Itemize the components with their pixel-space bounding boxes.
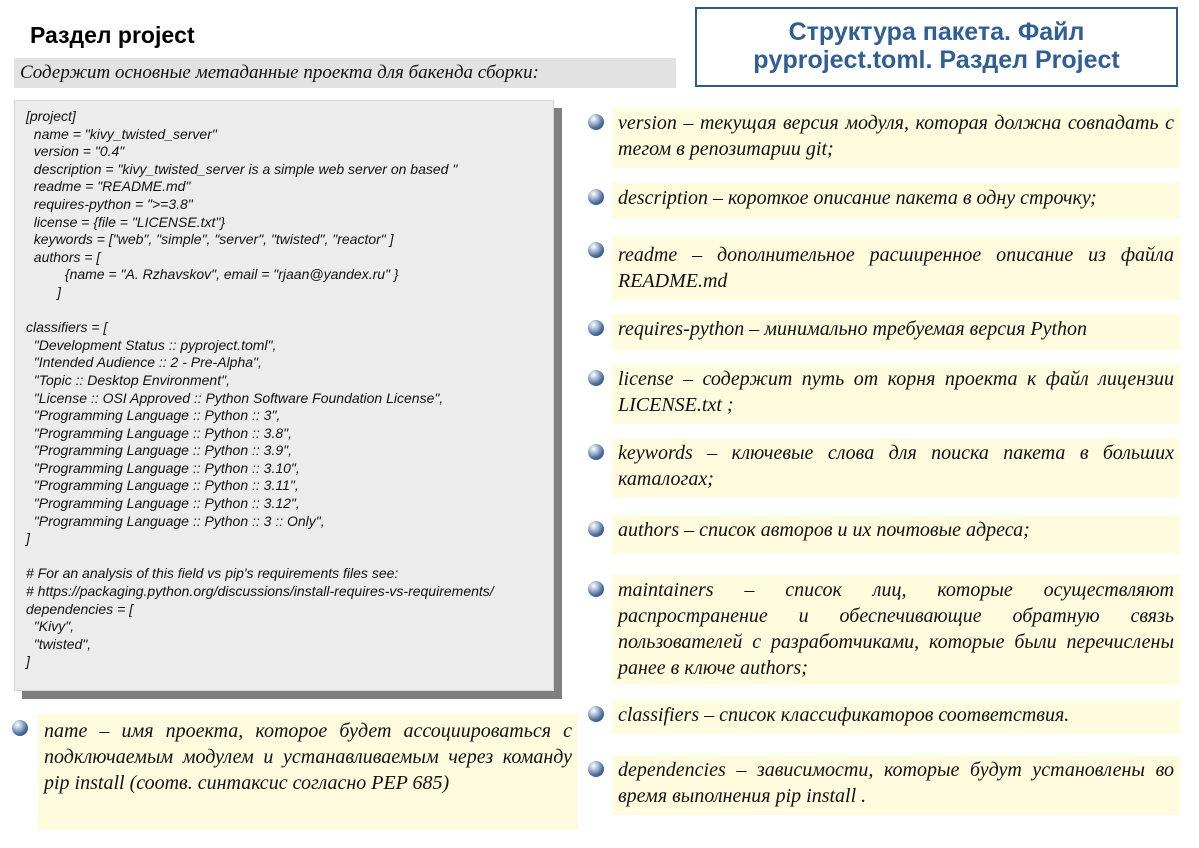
code-line xyxy=(26,302,494,320)
code-line: readme = "README.md" xyxy=(26,178,191,195)
bullet-text-license: license – содержит путь от корня проекта к файл лицензии LICENSE.txt ; xyxy=(612,364,1180,424)
bullet-text-requires-python: requires-python – минимально требуемая версия Python xyxy=(612,314,1180,350)
bullet-item-dependencies xyxy=(588,755,1180,815)
bullet-item-name xyxy=(12,714,578,830)
code-line: "Programming Language :: Python :: 3", xyxy=(26,407,281,424)
code-listing xyxy=(26,108,494,671)
bullet-icon xyxy=(588,370,604,386)
code-line: "Topic :: Desktop Environment", xyxy=(26,371,230,388)
slide-title xyxy=(695,7,1178,87)
code-line: "Development Status :: pyproject.toml", xyxy=(26,336,277,353)
bullet-icon xyxy=(588,444,604,460)
bullet-text-readme: readme – дополнительное расширенное описание из файла README.md xyxy=(612,236,1180,300)
code-line xyxy=(26,548,494,566)
code-line: ] xyxy=(26,530,30,547)
bullet-item-readme xyxy=(588,236,1180,300)
code-line: [project] xyxy=(26,108,76,124)
bullet-icon xyxy=(588,706,604,722)
code-line: "twisted", xyxy=(26,635,92,652)
bullet-item-version xyxy=(588,108,1180,168)
slide-title-line-1: Структура пакета. Файл xyxy=(788,18,1085,46)
code-line: # https://packaging.python.org/discussions/install-requires-vs-requirements/ xyxy=(26,583,494,600)
bullet-text-description: description – короткое описание пакета в одну строчку; xyxy=(612,183,1180,219)
code-line: name = "kivy_twisted_server" xyxy=(26,125,217,142)
code-line: classifiers = [ xyxy=(26,319,108,336)
code-line: # For an analysis of this field vs pip's requirements files see: xyxy=(26,565,399,582)
bullet-icon xyxy=(588,521,604,537)
slide-title-line-2: pyproject.toml. Раздел Project xyxy=(753,46,1120,74)
bullet-item-description xyxy=(588,183,1180,219)
code-line: "Programming Language :: Python :: 3.11", xyxy=(26,477,299,494)
code-line: {name = "A. Rzhavskov", email = "rjaan@yandex.ru" } xyxy=(26,266,399,283)
bullet-text-classifiers: classifiers – список классификаторов соответствия. xyxy=(612,700,1180,734)
bullet-icon xyxy=(588,581,604,597)
bullet-icon xyxy=(588,114,604,130)
bullet-item-keywords xyxy=(588,438,1180,498)
code-line: keywords = ["web", "simple", "server", "twisted", "reactor" ] xyxy=(26,231,394,248)
code-line: authors = [ xyxy=(26,248,101,265)
code-line: "License :: OSI Approved :: Python Software Foundation License", xyxy=(26,389,444,406)
bullet-item-authors xyxy=(588,515,1180,553)
code-line: "Programming Language :: Python :: 3.8", xyxy=(26,424,292,441)
code-line: dependencies = [ xyxy=(26,600,134,617)
code-line: "Programming Language :: Python :: 3.10", xyxy=(26,459,300,476)
bullet-text-version: version – текущая версия модуля, которая должна совпадать с тегом в репозитарии git; xyxy=(612,108,1180,168)
code-line: requires-python = ">=3.8" xyxy=(26,195,193,212)
code-line: ] xyxy=(26,283,62,300)
code-line: "Programming Language :: Python :: 3.12", xyxy=(26,495,300,512)
bullet-text-keywords: keywords – ключевые слова для поиска пакета в больших каталогах; xyxy=(612,438,1180,498)
code-line: "Programming Language :: Python :: 3 :: Only", xyxy=(26,512,325,529)
code-line: "Intended Audience :: 2 - Pre-Alpha", xyxy=(26,354,262,371)
bullet-icon xyxy=(588,242,604,258)
code-line: ] xyxy=(26,653,30,670)
code-line: description = "kivy_twisted_server is a simple web server on based " xyxy=(26,160,458,177)
code-line: version = "0.4" xyxy=(26,143,125,160)
section-heading: Раздел project xyxy=(30,22,195,48)
section-subtitle: Содержит основные метаданные проекта для бакенда сборки: xyxy=(14,58,676,88)
bullet-text-authors: authors – список авторов и их почтовые адреса; xyxy=(612,515,1180,553)
bullet-text-name: name – имя проекта, которое будет ассоциироваться с подключаемым модулем и устанавливаемым через команду pip install (соотв. синтаксис согласно PEP 685) xyxy=(38,714,578,830)
bullet-item-requires-python xyxy=(588,314,1180,350)
bullet-text-dependencies: dependencies – зависимости, которые будут установлены во время выполнения pip install . xyxy=(612,755,1180,815)
bullet-item-classifiers xyxy=(588,700,1180,734)
bullet-icon xyxy=(588,189,604,205)
code-line: "Kivy", xyxy=(26,618,75,635)
bullet-item-maintainers xyxy=(588,575,1180,685)
bullet-icon xyxy=(588,320,604,336)
code-line: "Programming Language :: Python :: 3.9", xyxy=(26,442,292,459)
bullet-icon xyxy=(12,720,28,736)
bullet-text-maintainers: maintainers – список лиц, которые осуществляют распространение и обеспечивающие обратную связь пользователей с разработчиками, которые были перечислены ранее в ключе authors; xyxy=(612,575,1180,685)
bullet-item-license xyxy=(588,364,1180,424)
bullet-icon xyxy=(588,761,604,777)
code-line: license = {file = "LICENSE.txt"} xyxy=(26,213,226,230)
